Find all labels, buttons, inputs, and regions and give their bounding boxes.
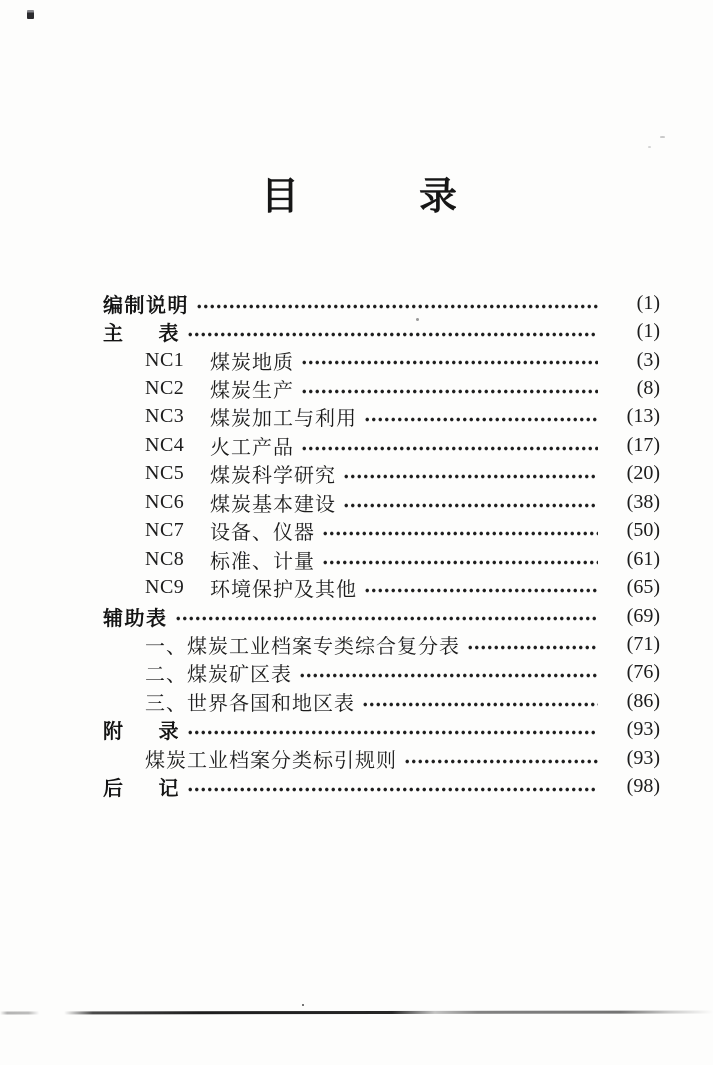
toc-entry-code: NC6 [145, 490, 185, 513]
scan-speck [660, 136, 665, 138]
dot-leader-icon [175, 602, 599, 630]
toc-entry-page: (98) [626, 775, 660, 798]
toc-entry-page: (13) [626, 405, 660, 428]
dot-leader-icon [301, 346, 598, 374]
toc-entry-code: NC7 [145, 519, 185, 542]
toc-entry-page: (65) [626, 576, 660, 599]
toc-entry-page: (20) [626, 462, 660, 485]
toc-row [103, 659, 660, 687]
toc-entry-page: (17) [626, 433, 660, 456]
dot-leader-icon [467, 630, 598, 658]
toc-entry-label [210, 346, 294, 375]
toc-row [103, 602, 660, 630]
dot-leader-icon [301, 431, 598, 459]
scan-artifact-topleft-mark [27, 10, 34, 19]
toc-entry-page: (71) [626, 632, 660, 655]
scan-artifact-bottom-line [0, 1011, 713, 1015]
toc-row [103, 374, 660, 402]
label-text: 煤炭生产 [210, 380, 294, 403]
dot-leader-icon [364, 403, 598, 431]
dot-leader-icon [187, 317, 598, 345]
label-text: 设备、仪器 [210, 522, 315, 545]
dot-leader-icon [322, 517, 598, 545]
label-text: 辅助表 [103, 605, 168, 630]
dot-leader-icon [364, 573, 598, 601]
label-text: 环境保护及其他 [210, 579, 357, 602]
toc-entry-code: NC5 [145, 462, 185, 485]
toc-row [103, 573, 660, 601]
toc-entry-page: (86) [626, 689, 660, 712]
label-text: 煤炭地质 [210, 351, 294, 374]
label-text: 一、煤炭工业档案专类综合复分表 [145, 635, 460, 658]
toc-entry-label [210, 374, 294, 403]
label-text: 标准、计量 [210, 550, 315, 573]
dot-leader-icon [362, 687, 598, 715]
toc-row [103, 630, 660, 658]
label-text: 附 [103, 719, 125, 744]
label-text: 表 [158, 321, 180, 346]
label-text: 录 [158, 719, 180, 744]
toc-row [103, 687, 660, 715]
dot-leader-icon [187, 772, 598, 800]
toc-entry-label [210, 402, 357, 431]
dot-leader-icon [343, 488, 598, 516]
toc-row [103, 431, 660, 459]
toc-entry-code: NC9 [145, 576, 185, 599]
label-text: 二、煤炭矿区表 [145, 664, 292, 687]
toc-row [103, 744, 660, 772]
page-title-char: 目 [261, 173, 300, 218]
dot-leader-icon [301, 374, 598, 402]
dot-leader-icon [404, 744, 598, 772]
label-text: 三、世界各国和地区表 [145, 692, 355, 715]
toc-entry-label [145, 687, 355, 716]
toc-entry-label [103, 602, 168, 631]
toc-entry-page: (8) [636, 377, 660, 400]
toc-row [103, 460, 660, 488]
toc-entry-code: NC8 [145, 547, 185, 570]
toc-entry-label [145, 630, 460, 659]
toc-entry-code: NC2 [145, 377, 185, 400]
dot-leader-icon [322, 545, 598, 573]
scan-speck [302, 1004, 304, 1006]
toc-entry-code: NC4 [145, 433, 185, 456]
dot-leader-icon [343, 460, 598, 488]
toc-row [103, 716, 660, 744]
toc-row [103, 289, 660, 317]
label-text: 主 [103, 321, 125, 346]
toc-entry-page: (69) [626, 604, 660, 627]
label-text: 编制说明 [103, 292, 189, 317]
toc-entry-label [210, 459, 336, 488]
toc-entry-label [145, 658, 292, 687]
toc-entry-label [210, 431, 294, 460]
label-text: 煤炭基本建设 [210, 493, 336, 516]
toc-entry-page: (50) [626, 519, 660, 542]
toc-entry-label [103, 772, 180, 801]
toc-entry-label [103, 317, 180, 346]
toc-entry-label [210, 488, 336, 517]
toc-row [103, 317, 660, 345]
toc-entry-label [210, 545, 315, 574]
dot-leader-icon [299, 659, 598, 687]
toc-entry-code: NC3 [145, 405, 185, 428]
dot-leader-icon [196, 289, 598, 317]
toc-entry-label [103, 715, 180, 744]
label-text: 后 [103, 776, 125, 801]
label-text: 火工产品 [210, 436, 294, 459]
page-title-char: 录 [419, 173, 458, 218]
toc-entry-page: (1) [636, 320, 660, 343]
toc-entry-page: (76) [626, 661, 660, 684]
toc-entry-page: (61) [626, 547, 660, 570]
scan-speck [648, 146, 651, 148]
toc-row [103, 772, 660, 800]
label-text: 煤炭加工与利用 [210, 408, 357, 431]
toc-row [103, 545, 660, 573]
toc-entry-code: NC1 [145, 348, 185, 371]
toc-row [103, 346, 660, 374]
toc-entry-page: (1) [636, 291, 660, 314]
toc-entry-label [145, 744, 397, 773]
toc-entry-label [210, 516, 315, 545]
toc-entry-page: (93) [626, 718, 660, 741]
toc-entry-page: (93) [626, 746, 660, 769]
toc-list [103, 289, 660, 801]
label-text: 记 [158, 776, 180, 801]
toc-row [103, 403, 660, 431]
label-text: 煤炭工业档案分类标引规则 [145, 749, 397, 772]
toc-row [103, 517, 660, 545]
toc-entry-label [103, 289, 189, 318]
label-text: 煤炭科学研究 [210, 465, 336, 488]
toc-entry-page: (38) [626, 490, 660, 513]
dot-leader-icon [187, 716, 598, 744]
toc-row [103, 488, 660, 516]
toc-entry-page: (3) [636, 348, 660, 371]
toc-entry-label [210, 573, 357, 602]
